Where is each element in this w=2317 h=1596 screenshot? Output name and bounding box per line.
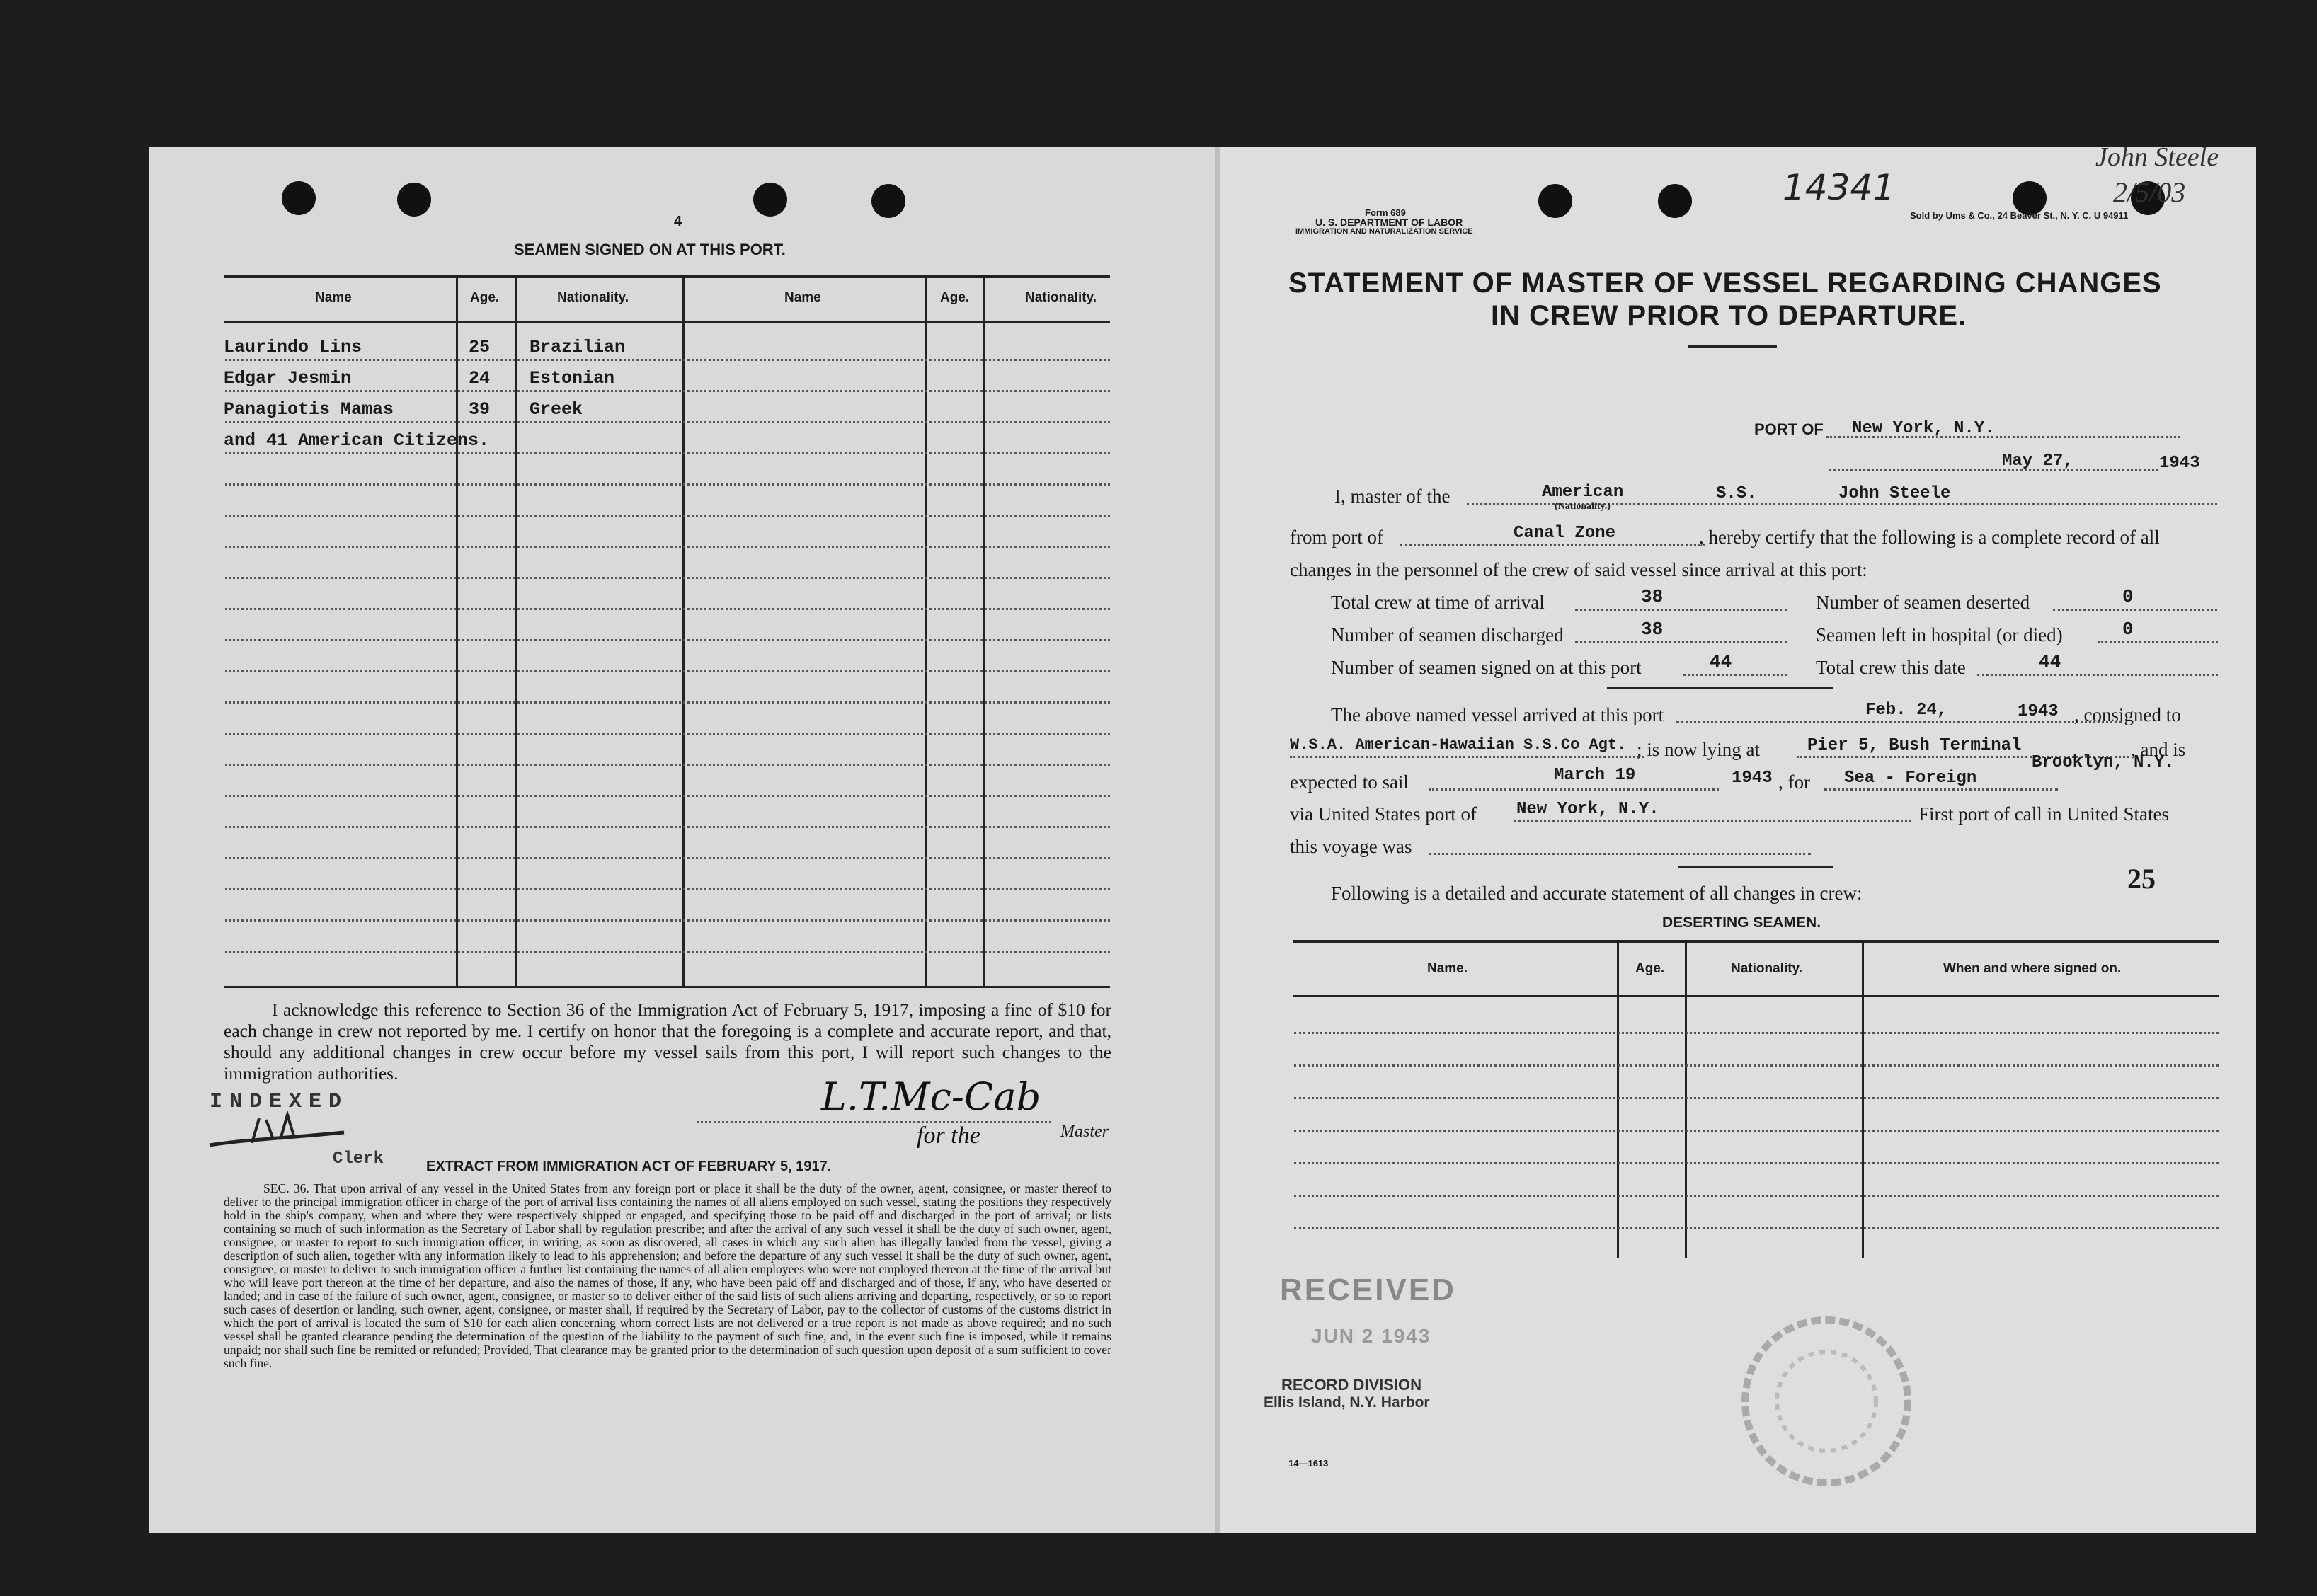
following-text: Following is a detailed and accurate statement of all changes in crew:	[1331, 883, 1863, 904]
changes-text: changes in the personnel of the crew of said vessel since arrival at this port:	[1290, 559, 1867, 580]
col-divider	[456, 277, 458, 986]
voyage-line	[1429, 853, 1811, 855]
stat-label: Number of seamen deserted	[1816, 592, 2030, 613]
col-divider-center	[682, 277, 685, 986]
record-division: RECORD DIVISION	[1281, 1376, 1422, 1394]
desert-col-divider	[1862, 941, 1864, 1258]
col-header-name: Name	[315, 290, 352, 305]
punch-hole	[1658, 184, 1692, 218]
nationality-caption: (Nationality.)	[1555, 501, 1611, 512]
desert-table-top-rule	[1293, 940, 2219, 943]
handwritten-number: 14341	[1783, 167, 1896, 208]
via-value: New York, N.Y.	[1516, 800, 1659, 819]
year-value: 1943	[2159, 454, 2200, 473]
consigned-label: , consigned to	[2074, 704, 2181, 725]
col-header-nationality: Nationality.	[1025, 290, 1097, 305]
lying-value-2: Brooklyn, N.Y.	[2032, 753, 2175, 772]
table-bottom-rule	[224, 986, 1110, 988]
seaman-name: Panagiotis Mamas	[224, 399, 394, 420]
first-port-label: First port of call in United States	[1918, 803, 2169, 825]
stats-rule	[1607, 687, 1833, 689]
punch-hole	[871, 184, 905, 218]
stat-value: 44	[2039, 651, 2061, 672]
voyage-rule	[1678, 866, 1833, 868]
col-header-name: Name	[784, 290, 821, 305]
handwritten-name: John Steele	[2095, 142, 2219, 172]
form-number: Form 689	[1365, 207, 1406, 218]
from-port-value: Canal Zone	[1514, 524, 1616, 543]
vessel-type: S.S.	[1716, 484, 1757, 503]
indexed-stamp: INDEXED	[210, 1090, 349, 1114]
stat-label: Seamen left in hospital (or died)	[1816, 624, 2063, 645]
voyage-label: this voyage was	[1290, 836, 1412, 857]
stat-value: 38	[1641, 619, 1664, 640]
extract-text: SEC. 36. That upon arrival of any vessel in the United States from any foreign port or place it shall be the duty of the owner, agent, consignee, or master thereof to deliver to the principal immigration officer in charge of the port of arrival lists containing the names of all aliens employed on such vessel, stating the positions they respectively hold in the ship's company, when and where they were respectively shipped or engaged, and specifying those to be paid off and discharged in the port of arrival; or lists containing so much of such information as the Secretary of Labor shall by regulation prescribe; and after the arrival of any such vessel it shall be the duty of such owner, agent, consignee, or master to report to such immigration officer, in writing, as soon as discovered, all cases in which any such alien has illegally landed from the vessel, giving a description of such alien, together with any information likely to lead to his apprehension; and before the departure of any such vessel it shall be the duty of such owner, agent, consignee, or master to deliver to such immigration officer a further list containing the names of all alien employees who were not employed thereon at the time of the arrival but who will leave port thereon at the time of her departure, and also the names of those, if any, who have been paid off and discharged and of those, if any, who have deserted or landed; and in case of the failure of such owner, agent, consignee, or master so to deliver either of the said lists of such aliens arriving and departing, respectively, or so to report such cases of desertion or landing, such owner, agent, consignee, or master shall, if required by the Secretary of Labor, pay to the collector of customs of the customs district in which the port of arrival is located the sum of $10 for each alien concerning whom correct lists are not delivered or a true report is not made as above required; and no such vessel shall be granted clearance pending the determination of the question of the liability to the payment of such fine, and, in the event such fine is imposed, while it remains unpaid; nor shall such fine be remitted or refunded; Provided, That clearance may be granted prior to the determination of such question upon deposit of a sum sufficient to cover such fine.	[224, 1181, 1111, 1370]
punch-hole	[282, 181, 316, 215]
desert-col-divider	[1617, 941, 1619, 1258]
nationality-value: American	[1542, 483, 1624, 502]
page-fold	[1215, 147, 1220, 1533]
col-header-age: Age.	[940, 290, 970, 305]
clerk-label: Clerk	[333, 1149, 384, 1169]
date-line	[1829, 469, 2158, 471]
seaman-name: and 41 American Citizens.	[224, 430, 490, 451]
page-mark: 25	[2127, 863, 2156, 895]
sail-line	[1429, 788, 1719, 791]
signature-for: for the	[917, 1123, 980, 1149]
col-divider	[983, 277, 985, 986]
stat-label: Total crew at time of arrival	[1331, 592, 1545, 613]
consignee-line	[1290, 756, 1644, 758]
stat-label: Total crew this date	[1816, 657, 1966, 678]
arrived-date: Feb. 24,	[1865, 701, 1947, 720]
ellis-island: Ellis Island, N.Y. Harbor	[1264, 1394, 1430, 1411]
seaman-nationality: Estonian	[530, 368, 615, 389]
circular-seal	[1695, 1302, 1957, 1493]
for-label: , for	[1778, 771, 1810, 793]
footer-code: 14—1613	[1288, 1458, 1329, 1469]
title-rule	[1688, 345, 1777, 348]
certify-text: , hereby certify that the following is a complete record of all	[1699, 527, 2160, 548]
seaman-name: Laurindo Lins	[224, 337, 362, 357]
arrived-line	[1676, 721, 2122, 723]
from-port-label: from port of	[1290, 527, 1383, 548]
form-title-line2: IN CREW PRIOR TO DEPARTURE.	[1491, 300, 1967, 331]
lying-label: ; is now lying at	[1637, 739, 1760, 760]
stat-label: Number of seamen discharged	[1331, 624, 1564, 645]
date-value: May 27,	[2002, 452, 2073, 471]
arrived-label: The above named vessel arrived at this port	[1331, 704, 1664, 725]
deserting-title: DESERTING SEAMEN.	[1662, 914, 1821, 931]
seaman-age: 25	[469, 337, 491, 357]
expected-label: expected to sail	[1290, 771, 1409, 793]
seller-imprint: Sold by Ums & Co., 24 Beaver St., N. Y. C. U 94911	[1910, 210, 2129, 221]
punch-hole	[1538, 184, 1572, 218]
and-is-label: , and is	[2131, 739, 2186, 760]
form-title-line1: STATEMENT OF MASTER OF VESSEL REGARDING CHANGES	[1288, 268, 2162, 299]
punch-hole	[753, 183, 787, 217]
table-top-rule	[224, 275, 1110, 278]
port-of-label: PORT OF	[1754, 420, 1824, 438]
desert-col-divider	[1685, 941, 1687, 1258]
extract-title: EXTRACT FROM IMMIGRATION ACT OF FEBRUARY 5, 1917.	[426, 1159, 832, 1174]
consignee-value: W.S.A. American-Hawaiian S.S.Co Agt.	[1290, 736, 1627, 754]
sail-year: 1943	[1732, 769, 1773, 788]
col-header-age: Age.	[470, 290, 500, 305]
lying-value: Pier 5, Bush Terminal	[1807, 736, 2022, 755]
stat-value: 0	[2122, 619, 2134, 640]
via-line	[1514, 820, 1911, 822]
department: U. S. DEPARTMENT OF LABOR	[1315, 217, 1463, 228]
received-stamp: RECEIVED	[1280, 1273, 1456, 1307]
master-signature: L.T.Mc-Cab	[821, 1074, 1041, 1119]
stat-value: 44	[1710, 651, 1732, 672]
master-of-label: I, master of the	[1334, 486, 1451, 507]
stat-value: 38	[1641, 586, 1664, 607]
seaman-age: 24	[469, 368, 491, 389]
seaman-nationality: Greek	[530, 399, 583, 420]
vessel-name: John Steele	[1838, 484, 1951, 503]
service: IMMIGRATION AND NATURALIZATION SERVICE	[1295, 227, 1473, 236]
signature-line	[697, 1121, 1051, 1123]
destination-line	[1824, 788, 2058, 791]
desert-col-signed-on: When and where signed on.	[1943, 961, 2122, 976]
destination-value: Sea - Foreign	[1844, 769, 1977, 788]
received-date: JUN 2 1943	[1311, 1325, 1431, 1347]
table-header-rule	[224, 321, 1110, 323]
clerk-initials	[202, 1111, 358, 1154]
seaman-nationality: Brazilian	[530, 337, 626, 357]
seaman-name: Edgar Jesmin	[224, 368, 352, 389]
col-divider	[515, 277, 517, 986]
via-label: via United States port of	[1290, 803, 1477, 825]
desert-col-nationality: Nationality.	[1731, 961, 1802, 976]
desert-col-name: Name.	[1427, 961, 1468, 976]
seaman-age: 39	[469, 399, 491, 420]
stat-label: Number of seamen signed on at this port	[1331, 657, 1642, 678]
col-header-nationality: Nationality.	[557, 290, 629, 305]
stat-value: 0	[2122, 586, 2134, 607]
handwritten-code: 2/5/03	[2113, 176, 2186, 208]
from-port-line	[1400, 544, 1705, 546]
page-number: 4	[674, 214, 682, 229]
sail-date: March 19	[1554, 766, 1636, 785]
col-divider	[925, 277, 927, 986]
desert-table-header-rule	[1293, 995, 2219, 997]
punch-hole	[397, 183, 431, 217]
port-of-value: New York, N.Y.	[1852, 419, 1995, 438]
arrived-year: 1943	[2018, 702, 2059, 721]
acknowledgment-text: I acknowledge this reference to Section 36 of the Immigration Act of February 5, 1917, imposing a fine of $10 for each change in crew not reported by me. I certify on honor that the foregoing is a complete and accurate report, and that, should any additional changes in crew occur before my vessel sails from this port, I will report such changes to the immigration authorities.	[224, 999, 1111, 1084]
desert-col-age: Age.	[1635, 961, 1665, 976]
master-label: Master	[1060, 1123, 1109, 1141]
left-title: SEAMEN SIGNED ON AT THIS PORT.	[514, 241, 786, 258]
